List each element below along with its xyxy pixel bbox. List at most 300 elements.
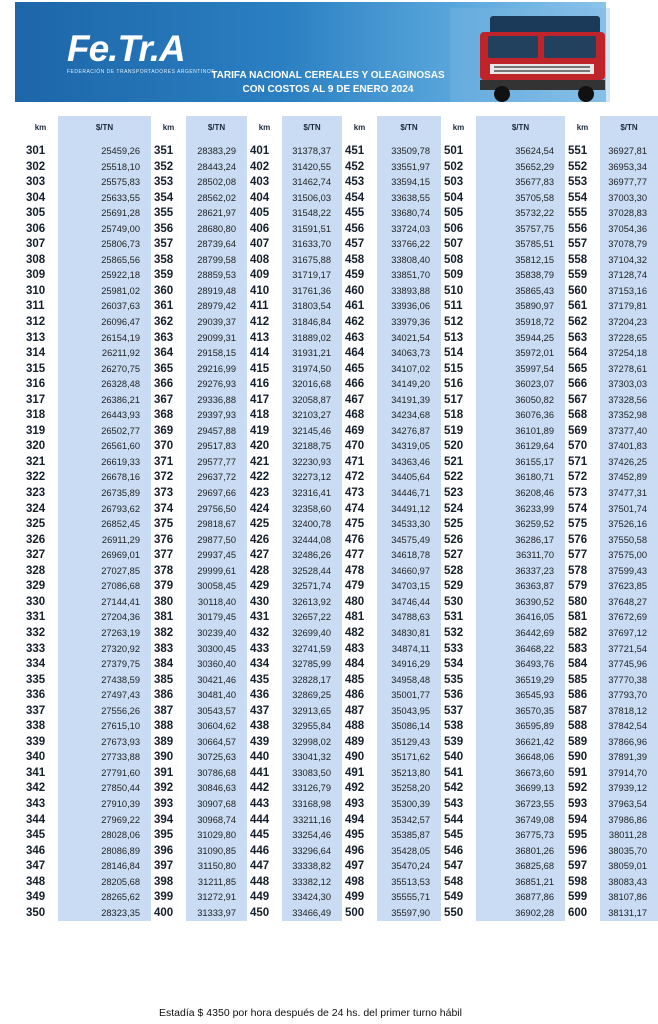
- km-cell: 586: [565, 688, 600, 704]
- km-cell: 479: [342, 579, 377, 595]
- price-cell: 36927,81: [600, 144, 658, 160]
- table-row: [23, 595, 658, 611]
- price-cell: 35086,14: [377, 719, 441, 735]
- km-cell: 332: [23, 626, 58, 642]
- price-cell: 35213,80: [377, 766, 441, 782]
- price-cell: 37104,32: [600, 253, 658, 269]
- price-cell: 36801,26: [476, 844, 565, 860]
- table-row: [23, 408, 658, 424]
- km-cell: 592: [565, 781, 600, 797]
- km-cell: 506: [441, 222, 476, 238]
- price-cell: 32828,17: [282, 673, 342, 689]
- price-cell: 38059,01: [600, 859, 658, 875]
- price-cell: 35705,58: [476, 191, 565, 207]
- price-cell: 31150,80: [186, 859, 247, 875]
- price-cell: 35171,62: [377, 750, 441, 766]
- km-cell: 321: [23, 455, 58, 471]
- km-cell: 342: [23, 781, 58, 797]
- price-cell: 33211,16: [282, 813, 342, 829]
- km-cell: 432: [247, 626, 282, 642]
- table-row: [23, 331, 658, 347]
- price-cell: 35555,71: [377, 890, 441, 906]
- price-cell: 33424,30: [282, 890, 342, 906]
- km-cell: 402: [247, 160, 282, 176]
- km-cell: 545: [441, 828, 476, 844]
- km-cell: 430: [247, 595, 282, 611]
- km-cell: 482: [342, 626, 377, 642]
- price-cell: 31761,36: [282, 284, 342, 300]
- price-cell: 28323,35: [58, 906, 151, 922]
- price-cell: 36390,52: [476, 595, 565, 611]
- price-cell: 33551,97: [377, 160, 441, 176]
- price-cell: 37501,74: [600, 502, 658, 518]
- price-cell: 30968,74: [186, 813, 247, 829]
- price-cell: 35470,24: [377, 859, 441, 875]
- km-cell: 374: [151, 502, 186, 518]
- price-cell: 37303,03: [600, 377, 658, 393]
- km-cell: 589: [565, 735, 600, 751]
- column-header-price: $/TN: [58, 116, 151, 138]
- price-cell: 35597,90: [377, 906, 441, 922]
- price-cell: 26502,77: [58, 424, 151, 440]
- price-cell: 29039,37: [186, 315, 247, 331]
- km-cell: 404: [247, 191, 282, 207]
- price-cell: 31889,02: [282, 331, 342, 347]
- km-cell: 574: [565, 502, 600, 518]
- price-cell: 30846,63: [186, 781, 247, 797]
- km-cell: 512: [441, 315, 476, 331]
- price-cell: 37128,74: [600, 268, 658, 284]
- km-cell: 319: [23, 424, 58, 440]
- price-cell: 30786,68: [186, 766, 247, 782]
- price-cell: 36621,42: [476, 735, 565, 751]
- km-cell: 336: [23, 688, 58, 704]
- price-cell: 35944,25: [476, 331, 565, 347]
- km-cell: 472: [342, 470, 377, 486]
- price-cell: 35624,54: [476, 144, 565, 160]
- km-cell: 353: [151, 175, 186, 191]
- km-cell: 400: [151, 906, 186, 922]
- km-cell: 357: [151, 237, 186, 253]
- price-cell: 25459,26: [58, 144, 151, 160]
- price-cell: 30604,62: [186, 719, 247, 735]
- price-cell: 35652,29: [476, 160, 565, 176]
- price-cell: 33936,06: [377, 299, 441, 315]
- km-cell: 517: [441, 393, 476, 409]
- km-cell: 573: [565, 486, 600, 502]
- price-cell: 33851,70: [377, 268, 441, 284]
- price-cell: 36337,23: [476, 564, 565, 580]
- price-cell: 34405,64: [377, 470, 441, 486]
- km-cell: 401: [247, 144, 282, 160]
- km-cell: 590: [565, 750, 600, 766]
- km-cell: 475: [342, 517, 377, 533]
- column-header-price: $/TN: [600, 116, 658, 138]
- table-row: [23, 673, 658, 689]
- km-cell: 446: [247, 844, 282, 860]
- price-cell: 36673,60: [476, 766, 565, 782]
- km-cell: 493: [342, 797, 377, 813]
- km-cell: 564: [565, 346, 600, 362]
- price-cell: 34191,39: [377, 393, 441, 409]
- km-cell: 379: [151, 579, 186, 595]
- price-cell: 25691,28: [58, 206, 151, 222]
- price-cell: 29397,93: [186, 408, 247, 424]
- price-cell: 32358,60: [282, 502, 342, 518]
- km-cell: 443: [247, 797, 282, 813]
- price-cell: 34446,71: [377, 486, 441, 502]
- km-cell: 330: [23, 595, 58, 611]
- km-cell: 531: [441, 610, 476, 626]
- table-row: [23, 502, 658, 518]
- table-row: [23, 626, 658, 642]
- price-cell: 33168,98: [282, 797, 342, 813]
- column-header-price: $/TN: [377, 116, 441, 138]
- column-header-price: $/TN: [476, 116, 565, 138]
- price-cell: 38011,28: [600, 828, 658, 844]
- price-cell: 35972,01: [476, 346, 565, 362]
- km-cell: 388: [151, 719, 186, 735]
- price-cell: 37054,36: [600, 222, 658, 238]
- km-cell: 389: [151, 735, 186, 751]
- price-cell: 31420,55: [282, 160, 342, 176]
- price-cell: 36129,64: [476, 439, 565, 455]
- km-cell: 466: [342, 377, 377, 393]
- column-header-km: km: [342, 116, 377, 138]
- km-cell: 565: [565, 362, 600, 378]
- price-cell: 36286,17: [476, 533, 565, 549]
- km-cell: 385: [151, 673, 186, 689]
- price-cell: 33594,15: [377, 175, 441, 191]
- km-cell: 360: [151, 284, 186, 300]
- km-cell: 365: [151, 362, 186, 378]
- price-cell: 37254,18: [600, 346, 658, 362]
- km-cell: 530: [441, 595, 476, 611]
- km-cell: 329: [23, 579, 58, 595]
- km-cell: 457: [342, 237, 377, 253]
- km-cell: 499: [342, 890, 377, 906]
- price-cell: 27320,92: [58, 642, 151, 658]
- price-cell: 27791,60: [58, 766, 151, 782]
- km-cell: 334: [23, 657, 58, 673]
- price-cell: 33296,64: [282, 844, 342, 860]
- km-cell: 333: [23, 642, 58, 658]
- km-cell: 452: [342, 160, 377, 176]
- price-cell: 37842,54: [600, 719, 658, 735]
- km-cell: 362: [151, 315, 186, 331]
- price-cell: 30360,40: [186, 657, 247, 673]
- km-cell: 371: [151, 455, 186, 471]
- price-cell: 25575,83: [58, 175, 151, 191]
- table-row: [23, 844, 658, 860]
- table-row: [23, 828, 658, 844]
- km-cell: 596: [565, 844, 600, 860]
- price-cell: 34788,63: [377, 610, 441, 626]
- km-cell: 441: [247, 766, 282, 782]
- km-cell: 347: [23, 859, 58, 875]
- price-cell: 31333,97: [186, 906, 247, 922]
- km-cell: 351: [151, 144, 186, 160]
- km-cell: 547: [441, 859, 476, 875]
- price-cell: 35342,57: [377, 813, 441, 829]
- km-cell: 464: [342, 346, 377, 362]
- km-cell: 554: [565, 191, 600, 207]
- price-cell: 35812,15: [476, 253, 565, 269]
- km-cell: 405: [247, 206, 282, 222]
- km-cell: 467: [342, 393, 377, 409]
- km-cell: 585: [565, 673, 600, 689]
- km-cell: 505: [441, 206, 476, 222]
- price-cell: 34149,20: [377, 377, 441, 393]
- km-cell: 326: [23, 533, 58, 549]
- km-cell: 420: [247, 439, 282, 455]
- km-cell: 325: [23, 517, 58, 533]
- price-cell: 33638,55: [377, 191, 441, 207]
- truck-image: [450, 8, 610, 102]
- price-cell: 33680,74: [377, 206, 441, 222]
- price-cell: 36416,05: [476, 610, 565, 626]
- km-cell: 361: [151, 299, 186, 315]
- price-cell: 28621,97: [186, 206, 247, 222]
- price-cell: 32444,08: [282, 533, 342, 549]
- page-subtitle: CON COSTOS AL 9 DE ENERO 2024: [242, 84, 414, 95]
- logo: Fe.Tr.A: [67, 28, 185, 69]
- price-cell: 32998,02: [282, 735, 342, 751]
- km-cell: 486: [342, 688, 377, 704]
- price-cell: 31272,91: [186, 890, 247, 906]
- price-cell: 34234,68: [377, 408, 441, 424]
- price-cell: 35785,51: [476, 237, 565, 253]
- table-row: [23, 564, 658, 580]
- price-cell: 37793,70: [600, 688, 658, 704]
- price-cell: 27673,93: [58, 735, 151, 751]
- price-cell: 27733,88: [58, 750, 151, 766]
- km-cell: 488: [342, 719, 377, 735]
- price-cell: 37575,00: [600, 548, 658, 564]
- km-cell: 474: [342, 502, 377, 518]
- km-cell: 481: [342, 610, 377, 626]
- km-cell: 450: [247, 906, 282, 922]
- price-cell: 29999,61: [186, 564, 247, 580]
- km-cell: 581: [565, 610, 600, 626]
- price-cell: 29099,31: [186, 331, 247, 347]
- price-cell: 35918,72: [476, 315, 565, 331]
- price-cell: 27204,36: [58, 610, 151, 626]
- price-cell: 37599,43: [600, 564, 658, 580]
- km-cell: 366: [151, 377, 186, 393]
- km-cell: 572: [565, 470, 600, 486]
- km-cell: 503: [441, 175, 476, 191]
- table-row: [23, 766, 658, 782]
- column-header-km: km: [441, 116, 476, 138]
- km-cell: 313: [23, 331, 58, 347]
- km-cell: 459: [342, 268, 377, 284]
- km-cell: 408: [247, 253, 282, 269]
- price-cell: 33083,50: [282, 766, 342, 782]
- price-cell: 36877,86: [476, 890, 565, 906]
- price-cell: 28502,08: [186, 175, 247, 191]
- km-cell: 431: [247, 610, 282, 626]
- price-cell: 26096,47: [58, 315, 151, 331]
- price-cell: 37526,16: [600, 517, 658, 533]
- price-cell: 28086,89: [58, 844, 151, 860]
- price-cell: 34916,29: [377, 657, 441, 673]
- km-cell: 410: [247, 284, 282, 300]
- km-cell: 412: [247, 315, 282, 331]
- km-cell: 358: [151, 253, 186, 269]
- km-cell: 497: [342, 859, 377, 875]
- table-row: [23, 206, 658, 222]
- column-header-price: $/TN: [282, 116, 342, 138]
- price-cell: 29577,77: [186, 455, 247, 471]
- km-cell: 380: [151, 595, 186, 611]
- price-cell: 32528,44: [282, 564, 342, 580]
- price-cell: 31462,74: [282, 175, 342, 191]
- km-cell: 377: [151, 548, 186, 564]
- price-cell: 27497,43: [58, 688, 151, 704]
- price-cell: 37352,98: [600, 408, 658, 424]
- price-cell: 38131,17: [600, 906, 658, 922]
- km-cell: 520: [441, 439, 476, 455]
- km-cell: 439: [247, 735, 282, 751]
- km-cell: 424: [247, 502, 282, 518]
- price-cell: 27910,39: [58, 797, 151, 813]
- km-cell: 509: [441, 268, 476, 284]
- price-cell: 35428,05: [377, 844, 441, 860]
- price-cell: 37228,65: [600, 331, 658, 347]
- km-cell: 501: [441, 144, 476, 160]
- price-cell: 36233,99: [476, 502, 565, 518]
- table-row: [23, 237, 658, 253]
- price-cell: 37623,85: [600, 579, 658, 595]
- price-cell: 35838,79: [476, 268, 565, 284]
- price-cell: 37818,12: [600, 704, 658, 720]
- km-cell: 496: [342, 844, 377, 860]
- price-cell: 36648,06: [476, 750, 565, 766]
- km-cell: 318: [23, 408, 58, 424]
- km-cell: 437: [247, 704, 282, 720]
- km-cell: 473: [342, 486, 377, 502]
- km-cell: 495: [342, 828, 377, 844]
- table-row: [23, 191, 658, 207]
- price-cell: 37721,54: [600, 642, 658, 658]
- km-cell: 390: [151, 750, 186, 766]
- price-cell: 32188,75: [282, 439, 342, 455]
- price-cell: 33724,03: [377, 222, 441, 238]
- km-cell: 433: [247, 642, 282, 658]
- price-cell: 29336,88: [186, 393, 247, 409]
- km-cell: 304: [23, 191, 58, 207]
- price-cell: 32613,92: [282, 595, 342, 611]
- km-cell: 570: [565, 439, 600, 455]
- km-cell: 406: [247, 222, 282, 238]
- km-cell: 507: [441, 237, 476, 253]
- table-row: [23, 439, 658, 455]
- km-cell: 522: [441, 470, 476, 486]
- price-cell: 34958,48: [377, 673, 441, 689]
- price-cell: 29697,66: [186, 486, 247, 502]
- price-cell: 37078,79: [600, 237, 658, 253]
- price-cell: 34533,30: [377, 517, 441, 533]
- price-cell: 29637,72: [186, 470, 247, 486]
- price-cell: 31591,51: [282, 222, 342, 238]
- price-cell: 33979,36: [377, 315, 441, 331]
- km-cell: 302: [23, 160, 58, 176]
- price-cell: 25865,56: [58, 253, 151, 269]
- price-cell: 32571,74: [282, 579, 342, 595]
- table-row: [23, 750, 658, 766]
- price-cell: 37426,25: [600, 455, 658, 471]
- price-cell: 35385,87: [377, 828, 441, 844]
- price-cell: 33766,22: [377, 237, 441, 253]
- km-cell: 345: [23, 828, 58, 844]
- column-header-km: km: [565, 116, 600, 138]
- km-cell: 480: [342, 595, 377, 611]
- km-cell: 317: [23, 393, 58, 409]
- km-cell: 595: [565, 828, 600, 844]
- km-cell: 465: [342, 362, 377, 378]
- price-cell: 36723,55: [476, 797, 565, 813]
- price-cell: 36363,87: [476, 579, 565, 595]
- price-cell: 26561,60: [58, 439, 151, 455]
- price-cell: 25518,10: [58, 160, 151, 176]
- km-cell: 461: [342, 299, 377, 315]
- table-row: [23, 657, 658, 673]
- column-header-km: km: [151, 116, 186, 138]
- price-cell: 32699,40: [282, 626, 342, 642]
- km-cell: 469: [342, 424, 377, 440]
- km-cell: 558: [565, 253, 600, 269]
- km-cell: 391: [151, 766, 186, 782]
- km-cell: 513: [441, 331, 476, 347]
- table-row: [23, 315, 658, 331]
- price-cell: 32741,59: [282, 642, 342, 658]
- price-cell: 36076,36: [476, 408, 565, 424]
- price-cell: 28028,06: [58, 828, 151, 844]
- price-cell: 35677,83: [476, 175, 565, 191]
- km-cell: 398: [151, 875, 186, 891]
- table-row: [23, 719, 658, 735]
- km-cell: 447: [247, 859, 282, 875]
- km-cell: 436: [247, 688, 282, 704]
- km-cell: 518: [441, 408, 476, 424]
- km-cell: 492: [342, 781, 377, 797]
- price-cell: 31506,03: [282, 191, 342, 207]
- km-cell: 352: [151, 160, 186, 176]
- price-cell: 27144,41: [58, 595, 151, 611]
- km-cell: 440: [247, 750, 282, 766]
- price-cell: 25633,55: [58, 191, 151, 207]
- km-cell: 485: [342, 673, 377, 689]
- km-cell: 356: [151, 222, 186, 238]
- price-cell: 37377,40: [600, 424, 658, 440]
- table-row: [23, 455, 658, 471]
- km-cell: 392: [151, 781, 186, 797]
- km-cell: 386: [151, 688, 186, 704]
- price-cell: 36851,21: [476, 875, 565, 891]
- price-cell: 26911,29: [58, 533, 151, 549]
- price-cell: 32657,22: [282, 610, 342, 626]
- price-cell: 36519,29: [476, 673, 565, 689]
- price-cell: 29517,83: [186, 439, 247, 455]
- price-cell: 35001,77: [377, 688, 441, 704]
- price-cell: 35513,53: [377, 875, 441, 891]
- price-cell: 36259,52: [476, 517, 565, 533]
- km-cell: 470: [342, 439, 377, 455]
- km-cell: 587: [565, 704, 600, 720]
- km-cell: 580: [565, 595, 600, 611]
- km-cell: 346: [23, 844, 58, 860]
